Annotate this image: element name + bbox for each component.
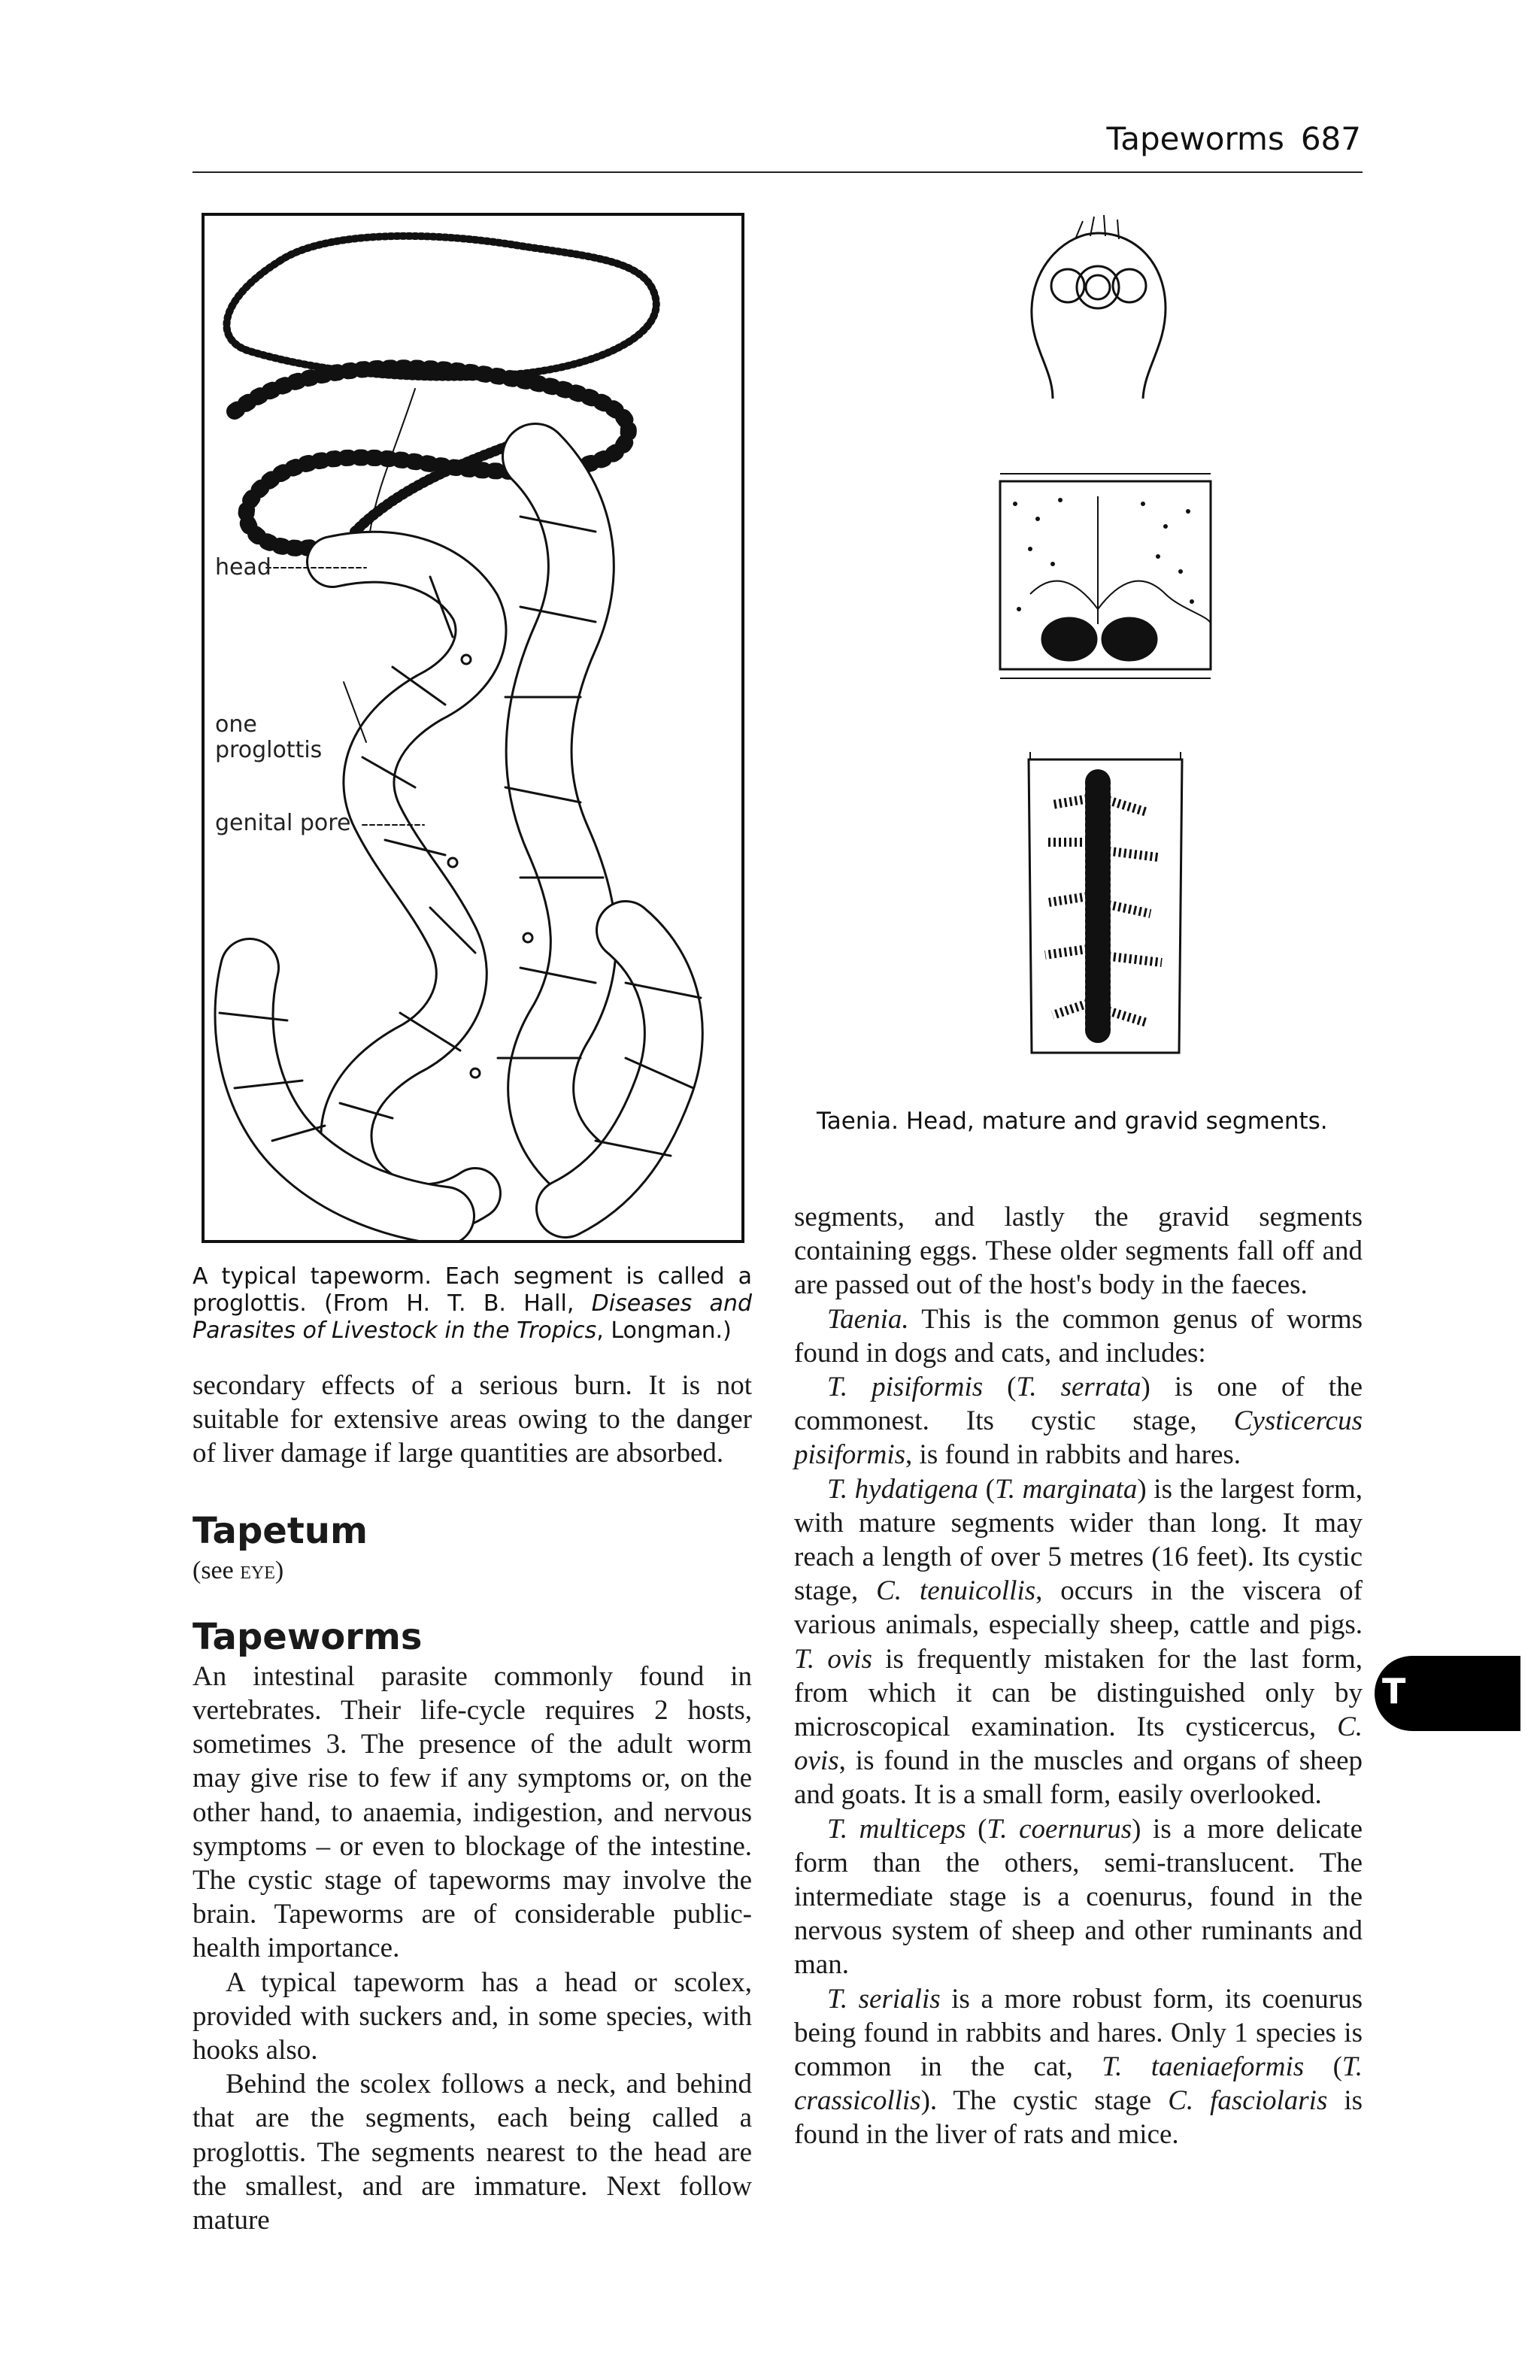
caption-text-end: , Longman.)	[596, 1317, 732, 1344]
text: ). The cystic stage	[920, 2085, 1169, 2117]
serialis-paragraph	[794, 1982, 1363, 2152]
entry-heading-tapeworms: Tapeworms	[192, 1615, 423, 1658]
text: , is found in the muscles and organs of sheep and goats. It is a small form, easily overlooked.	[794, 1745, 1363, 1811]
tapeworm-figure	[202, 213, 744, 1243]
thumb-index-letter: T	[1382, 1671, 1406, 1711]
text: (	[1304, 2051, 1342, 2083]
text: ) is one of the commonest. Its cystic stage,	[794, 1372, 1363, 1437]
tapeworms-paragraph-3: Behind the scolex follows a neck, and behind that are the segments, each being called a proglottis. The segments nearest to the head are the smallest, and are immature. Next follow mature	[192, 2069, 752, 2236]
tapeworms-paragraph-2: A typical tapeworm has a head or scolex, provided with suckers and, in some species, with hooks also.	[192, 1966, 752, 2066]
taenia-paragraph	[794, 1302, 1363, 1370]
species-name: C. ovis	[794, 1711, 1363, 1777]
species-name: T. hydatigena	[827, 1473, 979, 1505]
page-number: 687	[1300, 120, 1361, 157]
text: (	[978, 1473, 995, 1505]
tapeworms-paragraph-1: An intestinal parasite commonly found in vertebrates. Their life-cycle requires 2 hosts, sometimes 3. The presence of the adult worm may give rise to few if any symptoms or, on the other hand, to anaemia, indigestion, and nervous symptoms – or even to blockage of the intestine. The cystic stage of tapeworms may involve the brain. Tapeworms are of considerable public-health importance.	[192, 1660, 752, 1964]
see-close: )	[274, 1556, 284, 1584]
taenia-illustration	[985, 203, 1226, 1083]
species-name: C. tenuicollis	[876, 1575, 1036, 1607]
label-proglottis: one proglottis	[215, 711, 323, 763]
figure2-caption: Taenia. Head, mature and gravid segments.	[817, 1108, 1328, 1135]
species-name: T. ovis	[794, 1643, 872, 1675]
text: (	[983, 1372, 1017, 1403]
species-name: T. coernurus	[987, 1813, 1132, 1845]
header-rule	[192, 171, 1363, 173]
species-name: T. taeniaeformis	[1102, 2051, 1305, 2083]
text: is frequently mistaken for the last form, from which it can be distinguished only by microscopical examination. Its cysticercus,	[794, 1643, 1363, 1743]
label-genital-pore: genital pore	[215, 810, 351, 836]
hydatigena-paragraph	[794, 1472, 1363, 1812]
cross-reference-link: eye	[240, 1556, 275, 1584]
right-column	[794, 1200, 1363, 2152]
species-name: Cysticercus pisiformis	[794, 1405, 1363, 1471]
text: , occurs in the viscera of various animals, especially sheep, cattle and pigs.	[794, 1575, 1363, 1641]
text: , is found in rabbits and hares.	[905, 1439, 1241, 1471]
label-head: head	[215, 554, 271, 581]
running-head-title: Tapeworms	[1106, 120, 1284, 157]
text: (	[966, 1813, 987, 1845]
species-name: C. fasciolaris	[1168, 2085, 1328, 2117]
caption-text: A typical tapeworm. Each segment is called a proglottis. (From H. T. B. Hall,	[192, 1263, 752, 1317]
caption-book-title: Diseases and Parasites of Livestock in the Tropics	[192, 1290, 752, 1344]
cross-reference	[192, 1554, 752, 1587]
text: This is the common genus of worms found in dogs and cats, and includes:	[794, 1303, 1363, 1369]
genus-name: Taenia.	[827, 1303, 909, 1335]
species-name: T. multiceps	[827, 1813, 966, 1845]
multiceps-paragraph	[794, 1812, 1363, 1982]
species-name: T. crassicollis	[794, 2051, 1363, 2117]
text: ) is the largest form, with mature segments wider than long. It may reach a length of over 5 metres (16 feet). Its cystic stage,	[794, 1473, 1363, 1607]
text: is found in the liver of rats and mice.	[794, 2085, 1363, 2151]
species-name: T. serialis	[827, 1983, 941, 2015]
species-name: T. marginata	[994, 1473, 1138, 1505]
text: is a more robust form, its coenurus being found in rabbits and hares. Only 1 species is common in the cat,	[794, 1983, 1363, 2083]
entry-heading-tapetum: Tapetum	[192, 1509, 368, 1552]
figure1-caption	[192, 1263, 752, 1345]
species-name: T. pisiformis	[827, 1372, 984, 1403]
left-column	[192, 1369, 752, 2237]
tapeworms-paragraph-3-cont: segments, and lastly the gravid segments containing eggs. These older segments fall off and are passed out of the host's body in the faeces.	[794, 1202, 1363, 1301]
taenia-segments-figure	[985, 203, 1226, 1083]
running-head	[993, 120, 1361, 157]
text: ) is a more delicate form than the others, semi-translucent. The intermediate stage is a coenurus, found in the nervous system of sheep and other ruminants and man.	[794, 1813, 1363, 1981]
burn-continuation-paragraph: secondary effects of a serious burn. It is not suitable for extensive areas owing to the danger of liver damage if large quantities are absorbed.	[192, 1370, 752, 1469]
see-open: (see	[192, 1556, 241, 1584]
species-name: T. serrata	[1016, 1372, 1141, 1403]
pisiformis-paragraph	[794, 1370, 1363, 1472]
